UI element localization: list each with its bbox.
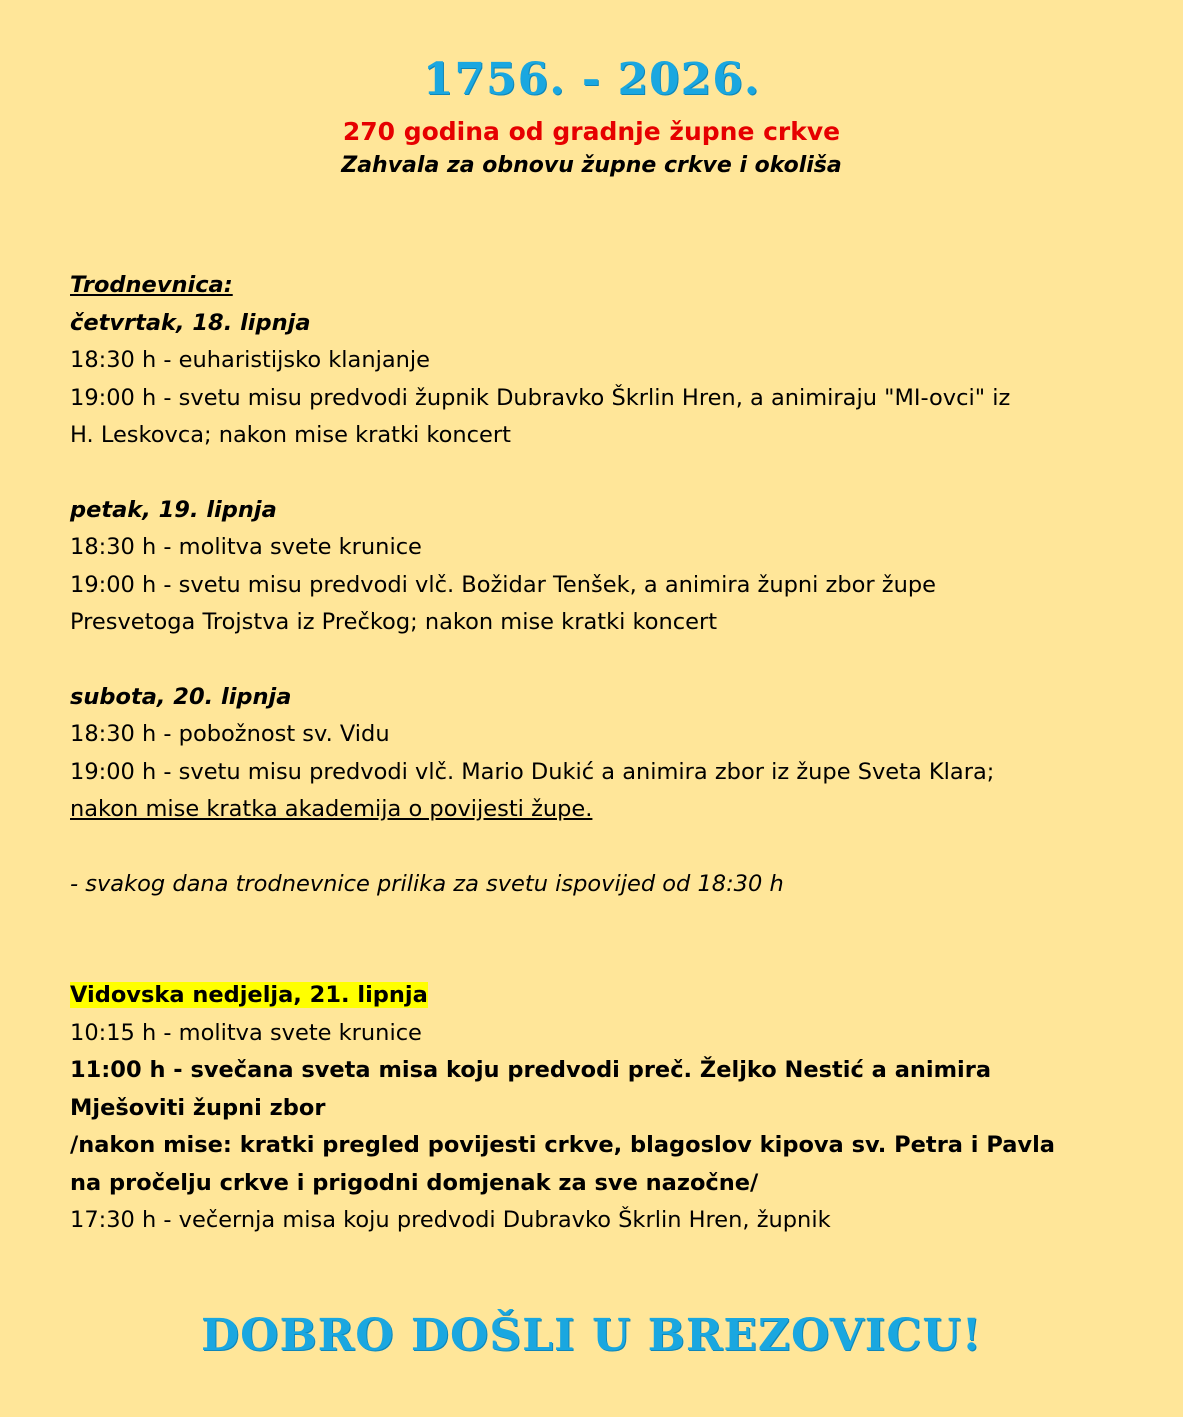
sunday-title: Vidovska nedjelja, 21. lipnja [70,982,428,1008]
schedule [70,267,1120,1240]
schedule-line: 19:00 h - svetu misu predvodi vlč. Božidar Tenšek, a animira župni zbor župe [70,571,936,598]
schedule-line-bold: na pročelju crkve i prigodni domjenak za sve nazočne/ [70,1169,759,1196]
spacer [70,829,1120,866]
spacer [70,903,1120,977]
schedule-line: 17:30 h - večernja misa koju predvodi Dubravko Škrlin Hren, župnik [70,1207,831,1233]
welcome-footer: DOBRO DOŠLI U BREZOVICU! [200,1310,983,1361]
header [0,52,1183,182]
schedule-line: H. Leskovca; nakon mise kratki koncert [70,422,511,448]
triduum-heading: Trodnevnica: [70,272,233,298]
anniversary-subtitle: 270 godina od gradnje župne crkve [342,117,841,146]
day-title-thursday: četvrtak, 18. lipnja [70,309,311,336]
thanks-subtitle: Zahvala za obnovu župne crkve i okoliša [341,153,842,178]
schedule-line-bold: Mješoviti župni zbor [70,1094,326,1121]
day-title-friday: petak, 19. lipnja [70,496,277,523]
schedule-line: 18:30 h - pobožnost sv. Vidu [70,721,390,747]
schedule-line: Presvetoga Trojstva iz Prečkog; nakon mise kratki koncert [70,609,718,635]
spacer [70,455,1120,492]
schedule-line-bold: 11:00 h - svečana sveta misa koju predvodi preč. Željko Nestić a animira [70,1057,992,1083]
schedule-line: 19:00 h - svetu misu predvodi župnik Dubravko Škrlin Hren, a animiraju "MI-ovci" iz [70,384,1011,411]
schedule-line: 18:30 h - euharistijsko klanjanje [70,347,430,373]
schedule-line-underlined: nakon mise kratka akademija o povijesti župe. [70,796,593,822]
confession-note: - svakog dana trodnevnice prilika za svetu ispovijed od 18:30 h [70,870,784,897]
years-title: 1756. - 2026. [422,54,761,105]
schedule-line: 19:00 h - svetu misu predvodi vlč. Mario Dukić a animira zbor iz župe Sveta Klara; [70,758,995,785]
schedule-line: 18:30 h - molitva svete krunice [70,534,422,560]
spacer [70,642,1120,679]
schedule-line: 10:15 h - molitva svete krunice [70,1019,422,1046]
schedule-line-bold: /nakon mise: kratki pregled povijesti crkve, blagoslov kipova sv. Petra i Pavla [70,1132,1055,1158]
day-title-saturday: subota, 20. lipnja [70,683,292,710]
